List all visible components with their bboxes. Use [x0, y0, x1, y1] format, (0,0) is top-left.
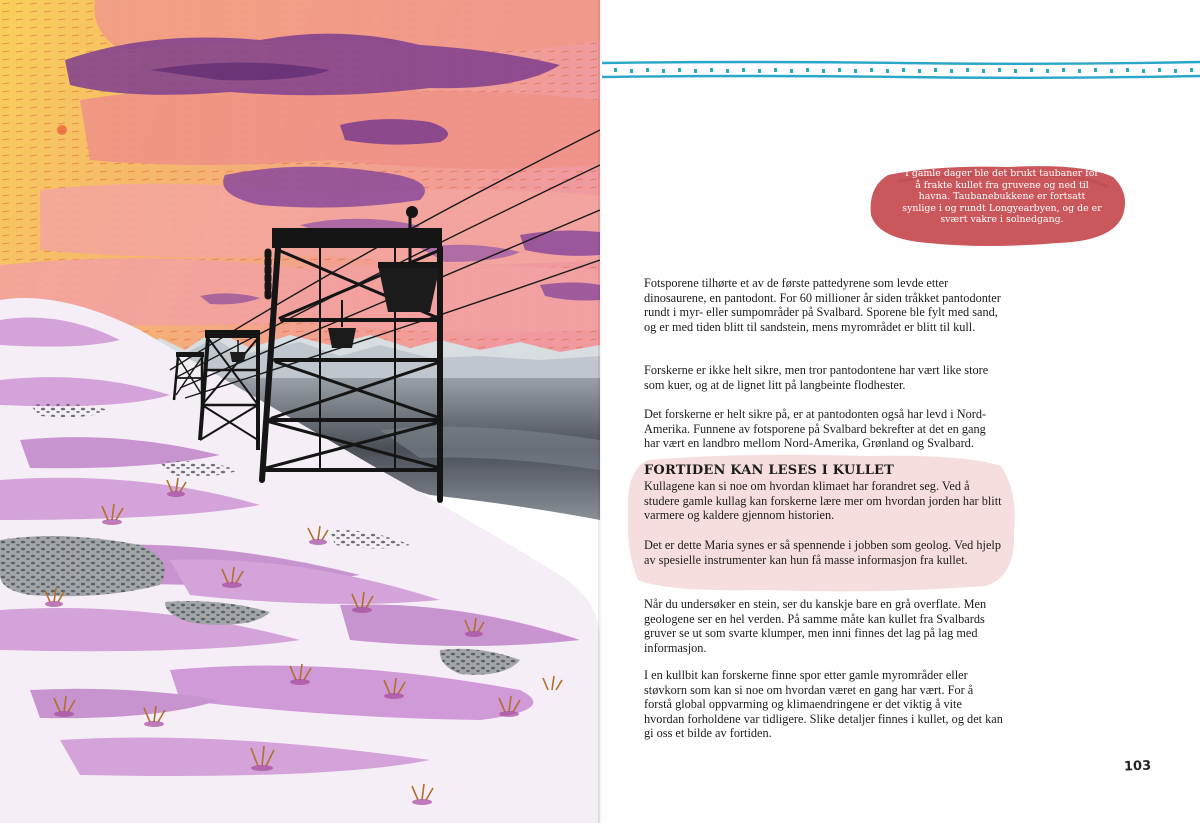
paragraph-3: Det forskerne er helt sikre på, er at pantodonten også har levd i Nord-Amerika. Funnene av fotsporene på Svalbard bekrefter at det en gang har vært en landbro mellom Nord-Amerika, Grønland og Svalbard.	[644, 407, 987, 451]
text-page	[602, 0, 1200, 823]
section-highlight-box	[626, 452, 1018, 594]
section-paragraph-1: Kullagene kan si noe om hvordan klimaet har forandret seg. Ved å studere gamle kullag kan forskerne lære mer om hvordan jorden har blitt varmere og kaldere gjennom historien.	[644, 479, 1002, 523]
paragraph-1: Fotsporene tilhørte et av de første pattedyrene som levde etter dinosaurene, en pantodont. For 60 millioner år siden tråkket pantodonter rundt i myr- eller sumpområder på Svalbard. Sporene ble fylt med sand, og er med tiden blitt til sandstein, mens myrområdet er blitt til kull.	[644, 276, 1001, 334]
decorative-border	[602, 58, 1200, 80]
paragraph-4: Når du undersøker en stein, ser du kanskje bare en grå overflate. Men geologene ser en hel verden. På samme måte kan kullet fra Svalbards gruver se ut som svarte klumper, men inni finnes det lag på lag med informasjon.	[644, 597, 987, 655]
section-paragraph-2: Det er dette Maria synes er så spennende i jobben som geolog. Ved hjelp av spesielle instrumenter kan hun få masse informasjon fra kullet.	[644, 538, 1001, 567]
caption-bubble	[868, 163, 1130, 247]
page-number: 103	[1123, 758, 1152, 775]
paragraph-2: Forskerne er ikke helt sikre, men tror pantodontene har vært like store som kuer, og at de lignet litt på langbeinte flodhester.	[644, 363, 989, 392]
section-heading: FORTIDEN KAN LESES I KULLET	[644, 463, 895, 478]
sun-spot	[57, 125, 67, 135]
paragraph-5: I en kullbit kan forskerne finne spor etter gamle myrområder eller støvkorn som kan si noe om hvordan været en gang har vært. For å forstå global oppvarming og klimaendringene er det viktig å vite hvordan forholdene var tidligere. Slike detaljer finnes i kullet, og det kan gi oss et bilde av fortiden.	[644, 668, 1003, 741]
caption-text: I gamle dager ble det brukt taubaner for å frakte kullet fra gruvene og ned til havna. Taubanebukkene er fortsatt synlige i og rundt Longyearbyen, og de er svært vakre i solnedgang.	[902, 168, 1102, 226]
